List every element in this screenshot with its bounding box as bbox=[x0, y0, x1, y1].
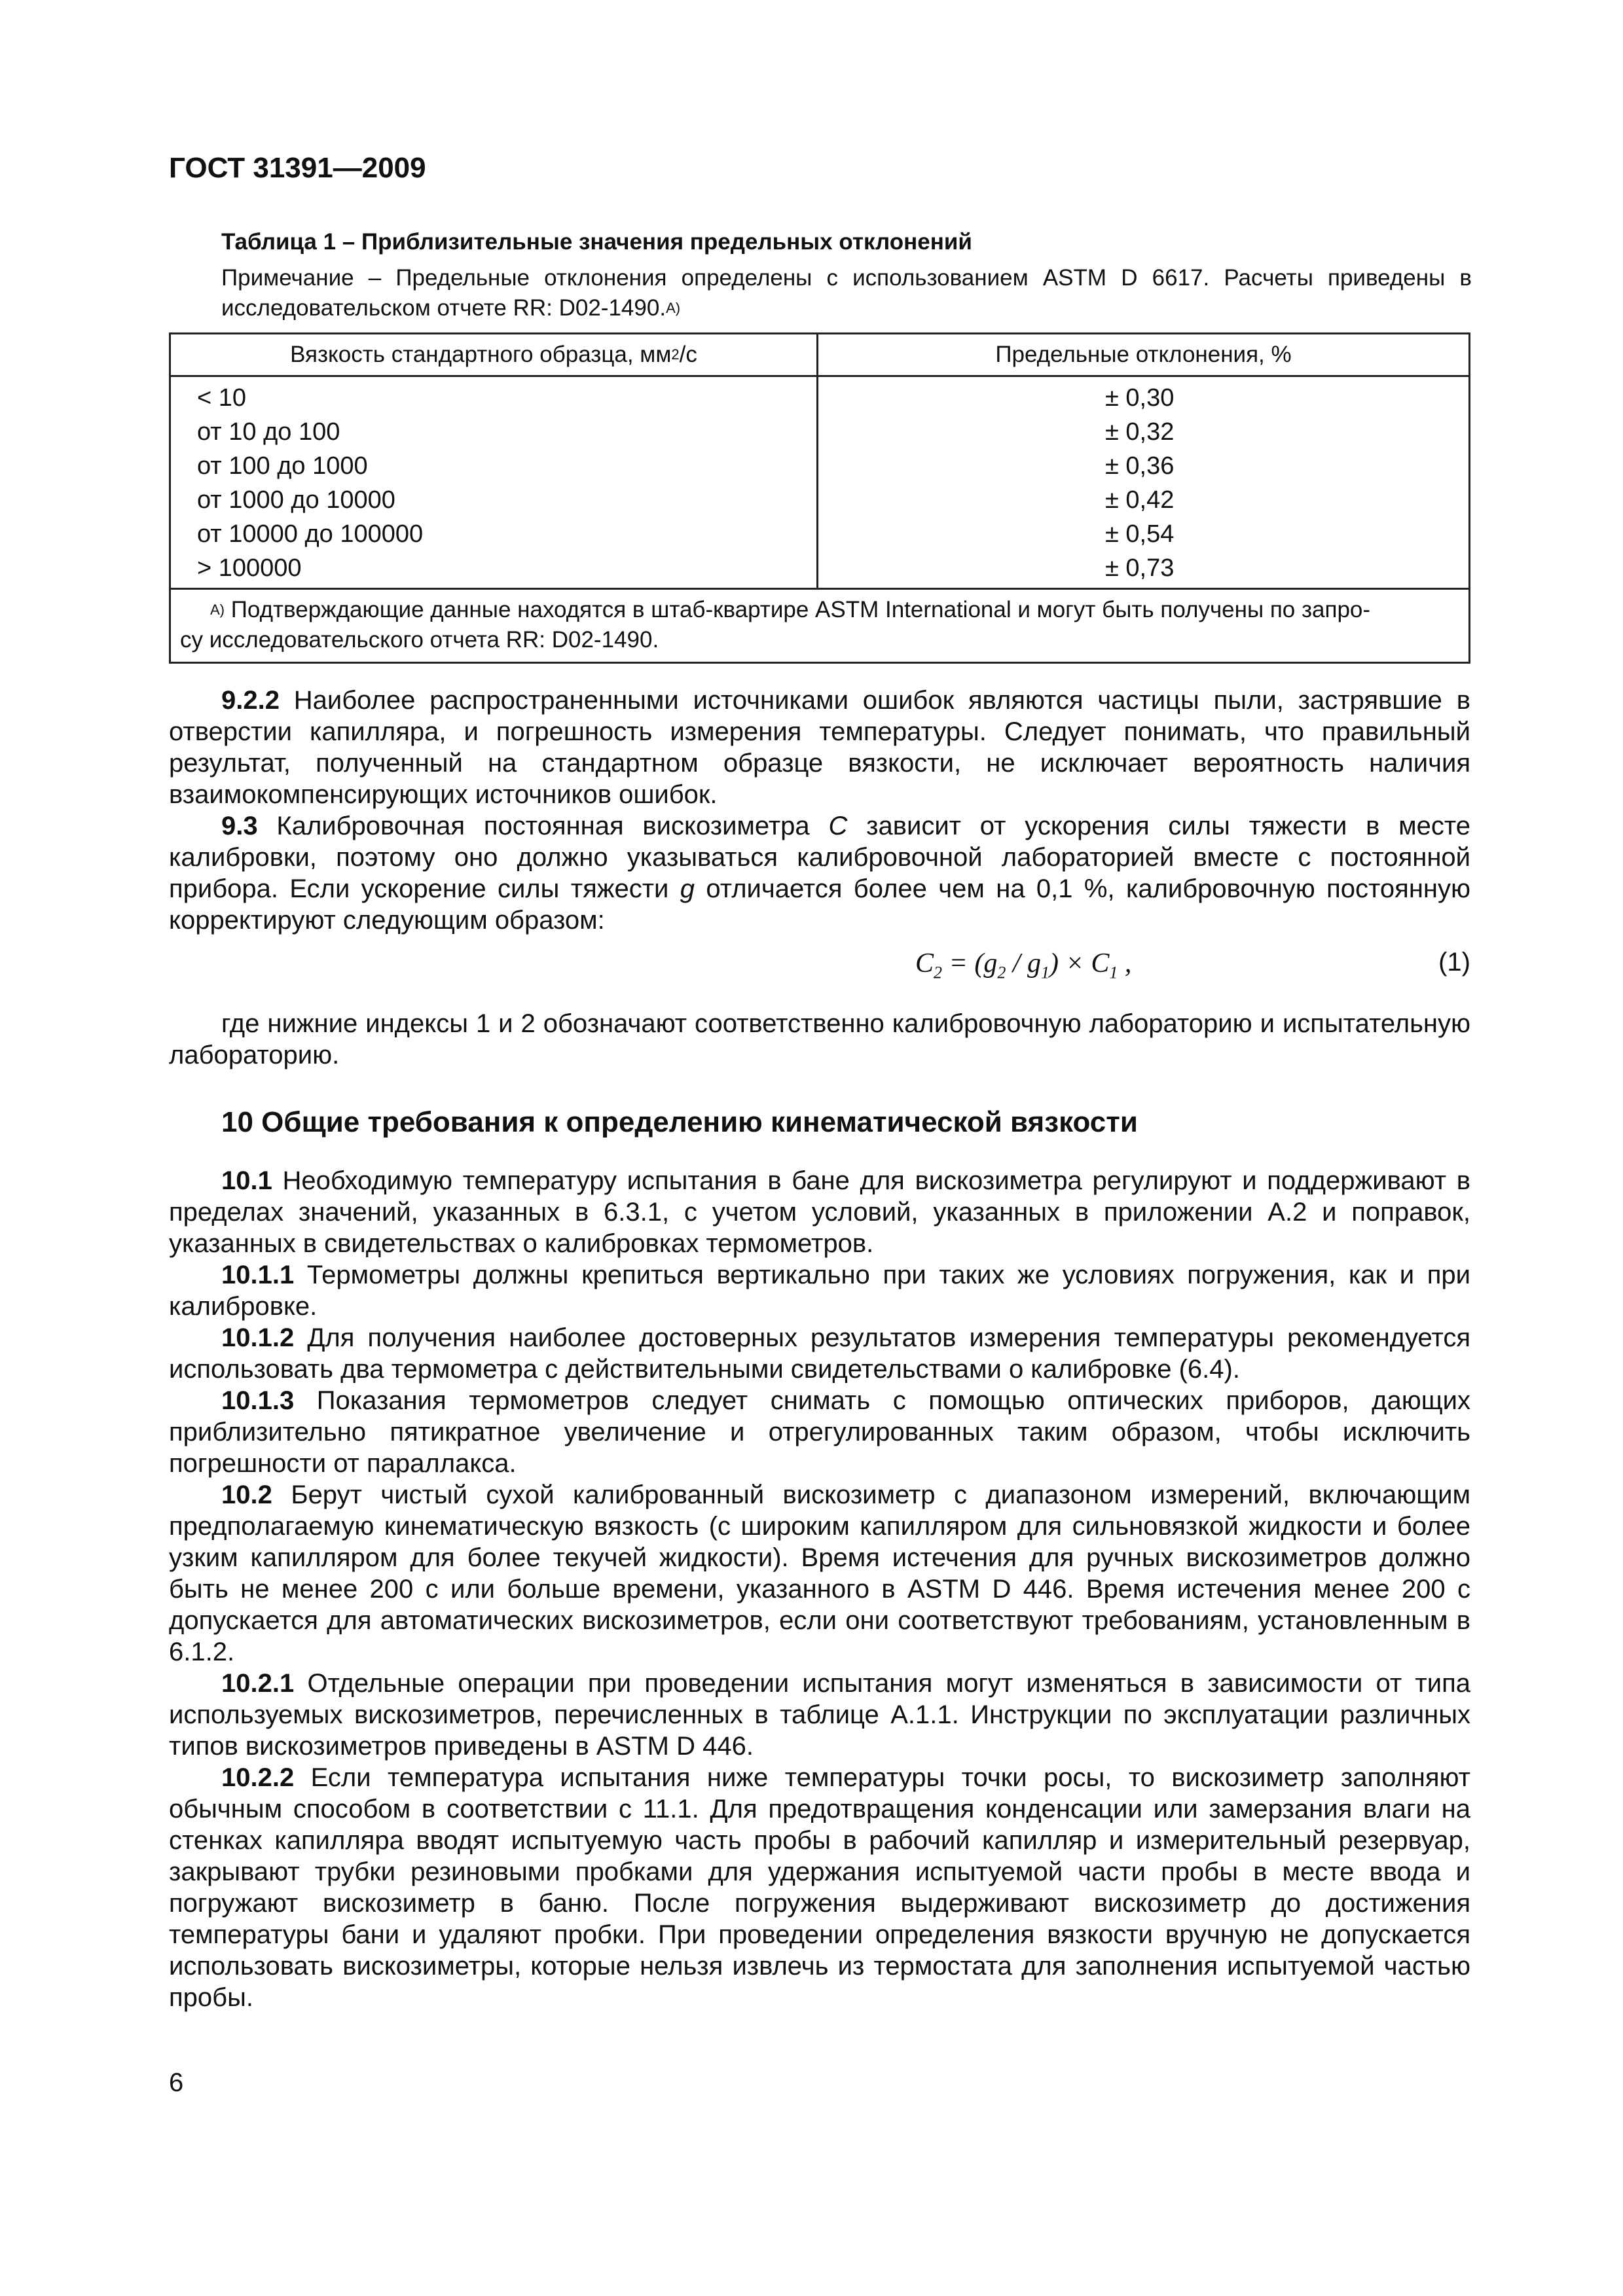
variable-g: g bbox=[680, 874, 695, 903]
formula-expression: $C_2 = (g_2 / g_1) \times C_1$ , bbox=[915, 948, 1132, 982]
formula-1 bbox=[169, 948, 1470, 987]
clause-10-1-3: 10.1.3 Показания термометров следует снимать с помощью оптических приборов, дающих приблизительно пятикратное увеличение и отрегулированных таким образом, чтобы исключить погрешности от параллакса. bbox=[169, 1386, 1470, 1478]
tolerance-table bbox=[169, 332, 1470, 664]
table-note-sup: A) bbox=[666, 300, 681, 316]
table-cell-tolerance: ± 0,54 bbox=[1105, 520, 1175, 548]
clause-number: 9.3 bbox=[221, 812, 258, 840]
table-cell-range: > 100000 bbox=[197, 554, 302, 582]
clause-10-2-2: 10.2.2 Если температура испытания ниже температуры точки росы, то вискозиметр заполняют обычным способом в соответствии с 11.1. Для предотвращения конденсации или замерзания влаги на стенках капилляра вводят испытуемую часть пробы в рабочий капилляр и измерительный резервуар, закрывают трубки резиновыми пробками для удержания испытуемой части пробы в месте ввода и погружают вискозиметр в баню. После погружения выдерживают вискозиметр до достижения температуры бани и удаляют пробки. При проведении определения вязкости вручную не допускается использовать вискозиметры, которые нельзя извлечь из термостата для заполнения испытуемой частью пробы. bbox=[169, 1763, 1470, 2012]
clause-10-2: 10.2 Берут чистый сухой калиброванный вискозиметр с диапазоном измерений, включающим предполагаемую кинематическую вязкость (с широким капилляром для сильновязкой жидкости и более узким капилляром для более текучей жидкости). Время истечения для ручных вискозиметров должно быть не менее 200 с или больше времени, указанного в ASTM D 446. Время истечения менее 200 с допускается для автоматических вискозиметров, если они соответствуют требованиям, установленным в 6.1.2. bbox=[169, 1480, 1470, 1666]
viscosity-range-column bbox=[170, 376, 818, 589]
table-cell-range: от 10 до 100 bbox=[197, 418, 340, 446]
clause-10-1-2: 10.1.2 Для получения наиболее достоверных результатов измерения температуры рекомендуется использовать два термометра с действительными свидетельствами о калибровке (6.4). bbox=[169, 1323, 1471, 1384]
table-cell-range: от 10000 до 100000 bbox=[197, 520, 424, 548]
table-cell-range: от 100 до 1000 bbox=[197, 452, 368, 480]
section-10-title: 10 Общие требования к определению кинематической вязкости bbox=[221, 1106, 1138, 1138]
table-footnote bbox=[170, 589, 1470, 663]
formula-number: (1) bbox=[1438, 948, 1470, 977]
clause-text: Наиболее распространенными источниками ошибок являются частицы пыли, застрявшие в отверстии капилляра, и погрешность измерения температуры. Следует понимать, что правильный результат, полученный на стандартном образце вязкости, не исключает вероятность наличия взаимокомпенсирующих источников ошибок. bbox=[169, 686, 1470, 809]
table-cell-tolerance: ± 0,32 bbox=[1105, 418, 1175, 446]
clause-10-1-1: 10.1.1 Термометры должны крепиться вертикально при таких же условиях погружения, как и при калибровке. bbox=[169, 1261, 1470, 1321]
table-footnote-row bbox=[170, 589, 1470, 663]
table-cell-range: от 1000 до 10000 bbox=[197, 486, 395, 514]
footnote-line-2: су исследовательского отчета RR: D02-1490. bbox=[180, 627, 659, 653]
table-note bbox=[221, 263, 1472, 323]
column-header-viscosity: Вязкость стандартного образца, $мм^2/с$ bbox=[170, 334, 818, 376]
tolerance-column bbox=[818, 376, 1470, 589]
footnote-sup: A) bbox=[210, 601, 225, 618]
table-header-row bbox=[170, 334, 1470, 376]
table-cell-tolerance: ± 0,73 bbox=[1105, 554, 1175, 582]
column-header-tolerance: Предельные отклонения, % bbox=[818, 334, 1470, 376]
clause-number: 9.2.2 bbox=[221, 686, 280, 715]
table-cell-tolerance: ± 0,30 bbox=[1105, 384, 1175, 412]
table-caption: Таблица 1 – Приблизительные значения предельных отклонений bbox=[221, 229, 972, 255]
page-number: 6 bbox=[169, 2068, 184, 2097]
variable-c: C bbox=[828, 812, 848, 840]
clause-9-2-2: 9.2.2 Наиболее распространенными источниками ошибок являются частицы пыли, застрявшие в отверстии капилляра, и погрешность измерения температуры. Следует понимать, что правильный результат, полученный на стандартном образце вязкости, не исключает вероятность наличия взаимокомпенсирующих источников ошибок. 9.3 Калибровочная постоянная вискозиметра C зависит от ускорения силы тяжести в месте калибровки, поэтому оно должно указываться калибровочной лабораторией вместе с постоянной прибора. Если ускорение силы тяжести g отличается более чем на 0,1 %, калибровочную постоянную корректируют следующим образом: bbox=[169, 686, 1471, 935]
table-body-row bbox=[170, 376, 1470, 589]
section-10-body bbox=[169, 1165, 1470, 2013]
footnote-line-1: Подтверждающие данные находятся в штаб-квартире ASTM International и могут быть получены по запро- bbox=[230, 597, 1371, 622]
table-cell-range: < 10 bbox=[197, 384, 247, 412]
table-note-text: Примечание – Предельные отклонения определены с использованием ASTM D 6617. Расчеты приведены в исследовательском отчете RR: D02-1490. bbox=[221, 265, 1472, 321]
formula-explanation: где нижние индексы 1 и 2 обозначают соответственно калибровочную лабораторию и испытательную лабораторию. bbox=[169, 1009, 1470, 1069]
table-cell-tolerance: ± 0,42 bbox=[1105, 486, 1175, 514]
standard-header: ГОСТ 31391—2009 bbox=[169, 152, 426, 184]
clause-10-1: 10.1 Необходимую температуру испытания в бане для вискозиметра регулируют и поддерживают в пределах значений, указанных в 6.3.1, с учетом условий, указанных в приложении А.2 и поправок, указанных в свидетельствах о калибровках термометров. bbox=[169, 1166, 1470, 1258]
table-cell-tolerance: ± 0,36 bbox=[1105, 452, 1175, 480]
clause-10-2-1: 10.2.1 Отдельные операции при проведении испытания могут изменяться в зависимости от типа используемых вискозиметров, перечисленных в таблице А.1.1. Инструкции по эксплуатации различных типов вискозиметров приведены в ASTM D 446. bbox=[169, 1669, 1470, 1761]
